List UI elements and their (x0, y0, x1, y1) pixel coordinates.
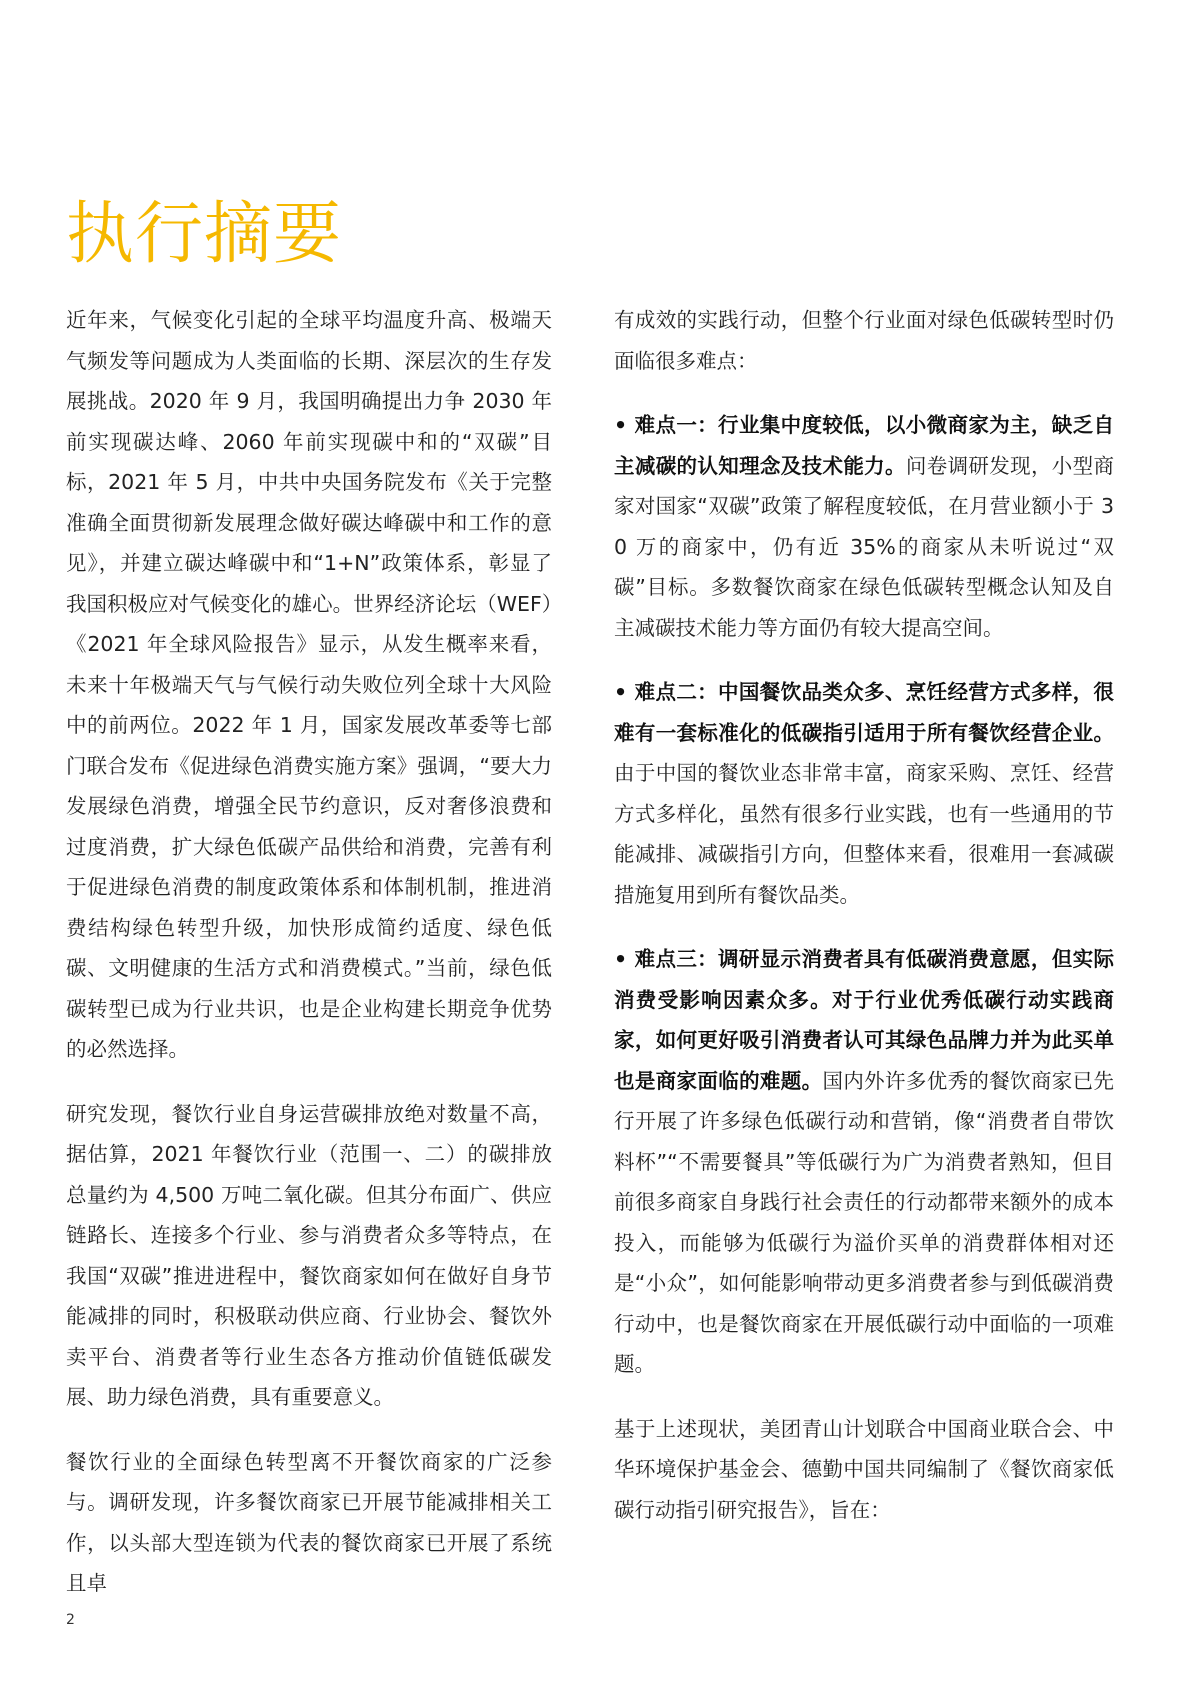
difficulty-heading: • 难点一：行业集中度较低，以小微商家为主，缺乏自主减碳的认知理念及技术能力。 (614, 413, 1114, 478)
paragraph-continuation: 有成效的实践行动，但整个行业面对绿色低碳转型时仍面临很多难点： (614, 308, 1114, 373)
difficulty-point-1 (614, 405, 1114, 648)
page-number: 2 (66, 1612, 75, 1628)
difficulty-point-3 (614, 939, 1114, 1385)
difficulty-point-2 (614, 672, 1114, 915)
paragraph-research: 研究发现，餐饮行业自身运营碳排放绝对数量不高，据估算，2021 年餐饮行业（范围一、二）的碳排放总量约为 4,500 万吨二氧化碳。但其分布面广、供应链路长、连接多个行业、参与消费者众多等特点，在我国“双碳”推进进程中，餐饮商家如何在做好自身节能减排的同时，积极联动供应商、行业协会、餐饮外卖平台、消费者等行业生态各方推动价值链低碳发展、助力绿色消费，具有重要意义。 (66, 1101, 552, 1409)
difficulty-heading: • 难点二：中国餐饮品类众多、烹饪经营方式多样，很难有一套标准化的低碳指引适用于所有餐饮经营企业。 (614, 680, 1114, 745)
difficulty-body: 国内外许多优秀的餐饮商家已先行开展了许多绿色低碳行动和营销，像“消费者自带饮料杯”“不需要餐具”等低碳行为广为消费者熟知，但目前很多商家自身践行社会责任的行动都带来额外的成本投入，而能够为低碳行为溢价买单的消费群体相对还是“小众”，如何能影响带动更多消费者参与到低碳消费行动中，也是餐饮商家在开展低碳行动中面临的一项难题。 (614, 1068, 1115, 1376)
paragraph-participation: 餐饮行业的全面绿色转型离不开餐饮商家的广泛参与。调研发现，许多餐饮商家已开展节能减排相关工作，以头部大型连锁为代表的餐饮商家已开展了系统且卓 (66, 1449, 552, 1595)
right-column (614, 300, 1114, 1530)
difficulty-body: 问卷调研发现，小型商家对国家“双碳”政策了解程度较低，在月营业额小于 30 万的商家中，仍有近 35%的商家从未听说过“双碳”目标。多数餐饮商家在绿色低碳转型概念认知及自主减碳技术能力等方面仍有较大提高空间。 (614, 453, 1115, 640)
left-column (66, 300, 552, 1604)
difficulty-heading: • 难点三：调研显示消费者具有低碳消费意愿，但实际消费受影响因素众多。对于行业优秀低碳行动实践商家，如何更好吸引消费者认可其绿色品牌力并为此买单也是商家面临的难题。 (614, 947, 1114, 1093)
paragraph-conclusion: 基于上述现状，美团青山计划联合中国商业联合会、中华环境保护基金会、德勤中国共同编制了《餐饮商家低碳行动指引研究报告》，旨在： (614, 1416, 1114, 1522)
page-title: 执行摘要 (66, 195, 343, 274)
paragraph-intro: 近年来，气候变化引起的全球平均温度升高、极端天气频发等问题成为人类面临的长期、深层次的生存发展挑战。2020 年 9 月，我国明确提出力争 2030 年前实现碳达峰、2060 年前实现碳中和的“双碳”目标，2021 年 5 月，中共中央国务院发布《关于完整准确全面贯彻新发展理念做好碳达峰碳中和工作的意见》，并建立碳达峰碳中和“1+N”政策体系，彰显了我国积极应对气候变化的雄心。世界经济论坛（WEF）《2021 年全球风险报告》显示，从发生概率来看，未来十年极端天气与气候行动失败位列全球十大风险中的前两位。2022 年 1 月，国家发展改革委等七部门联合发布《促进绿色消费实施方案》强调，“要大力发展绿色消费，增强全民节约意识，反对奢侈浪费和过度消费，扩大绿色低碳产品供给和消费，完善有利于促进绿色消费的制度政策体系和体制机制，推进消费结构绿色转型升级，加快形成简约适度、绿色低碳、文明健康的生活方式和消费模式。”当前，绿色低碳转型已成为行业共识，也是企业构建长期竞争优势的必然选择。 (66, 308, 552, 1061)
difficulty-body: 由于中国的餐饮业态非常丰富，商家采购、烹饪、经营方式多样化，虽然有很多行业实践，也有一些通用的节能减排、减碳指引方向，但整体来看，很难用一套减碳措施复用到所有餐饮品类。 (614, 761, 1114, 907)
